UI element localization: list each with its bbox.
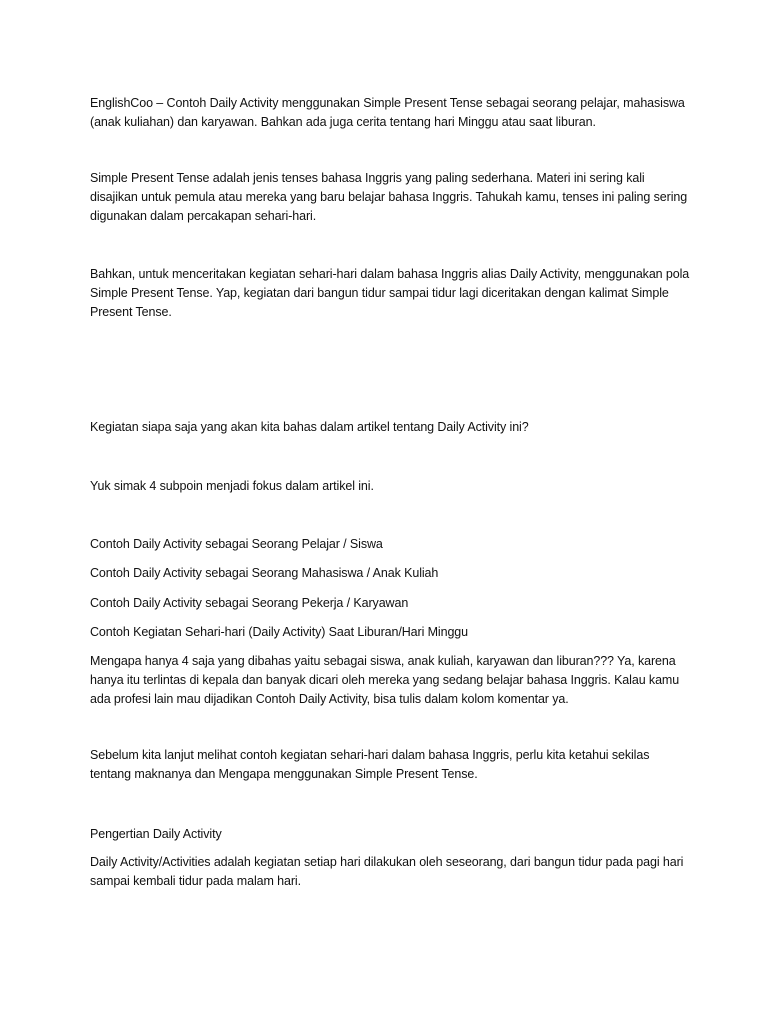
- daily-activity-pattern-paragraph: Bahkan, untuk menceritakan kegiatan sehari-hari dalam bahasa Inggris alias Daily Activity, menggunakan pola Simple Present Tense. Yap, kegiatan dari bangun tidur sampai tidur lagi diceritakan dengan kalimat Simple Present Tense.: [90, 267, 690, 319]
- list-item: Contoh Daily Activity sebagai Seorang Pelajar / Siswa: [90, 537, 383, 551]
- why-four-paragraph: Mengapa hanya 4 saja yang dibahas yaitu sebagai siswa, anak kuliah, karyawan dan liburan??? Ya, karena hanya itu terlintas di kepala dan banyak dicari oleh mereka yang sedang belajar bahasa Inggris. Kalau kamu ada profesi lain mau dijadikan Contoh Daily Activity, bisa tulis dalam kolom komentar ya.: [90, 654, 680, 706]
- before-continue-paragraph: Sebelum kita lanjut melihat contoh kegiatan sehari-hari dalam bahasa Inggris, perlu kita ketahui sekilas tentang maknanya dan Mengapa menggunakan Simple Present Tense.: [90, 748, 650, 781]
- definition-paragraph: Daily Activity/Activities adalah kegiatan setiap hari dilakukan oleh seseorang, dari bangun tidur pada pagi hari sampai kembali tidur pada malam hari.: [90, 855, 684, 888]
- section-heading: Pengertian Daily Activity: [90, 827, 222, 841]
- list-item: Contoh Daily Activity sebagai Seorang Pekerja / Karyawan: [90, 596, 409, 610]
- list-item: Contoh Kegiatan Sehari-hari (Daily Activity) Saat Liburan/Hari Minggu: [90, 625, 469, 639]
- simple-present-paragraph: Simple Present Tense adalah jenis tenses bahasa Inggris yang paling sederhana. Materi ini sering kali disajikan untuk pemula atau mereka yang baru belajar bahasa Inggris. Tahukah kamu, tenses ini paling sering digunakan dalam percakapan sehari-hari.: [90, 171, 688, 223]
- list-item: Contoh Daily Activity sebagai Seorang Mahasiswa / Anak Kuliah: [90, 566, 439, 580]
- intro-paragraph: EnglishCoo – Contoh Daily Activity menggunakan Simple Present Tense sebagai seorang pelajar, mahasiswa (anak kuliahan) dan karyawan. Bahkan ada juga cerita tentang hari Minggu atau saat liburan.: [90, 96, 685, 129]
- question-paragraph: Kegiatan siapa saja yang akan kita bahas dalam artikel tentang Daily Activity ini?: [90, 420, 529, 434]
- subpoint-intro-paragraph: Yuk simak 4 subpoin menjadi fokus dalam artikel ini.: [90, 479, 374, 493]
